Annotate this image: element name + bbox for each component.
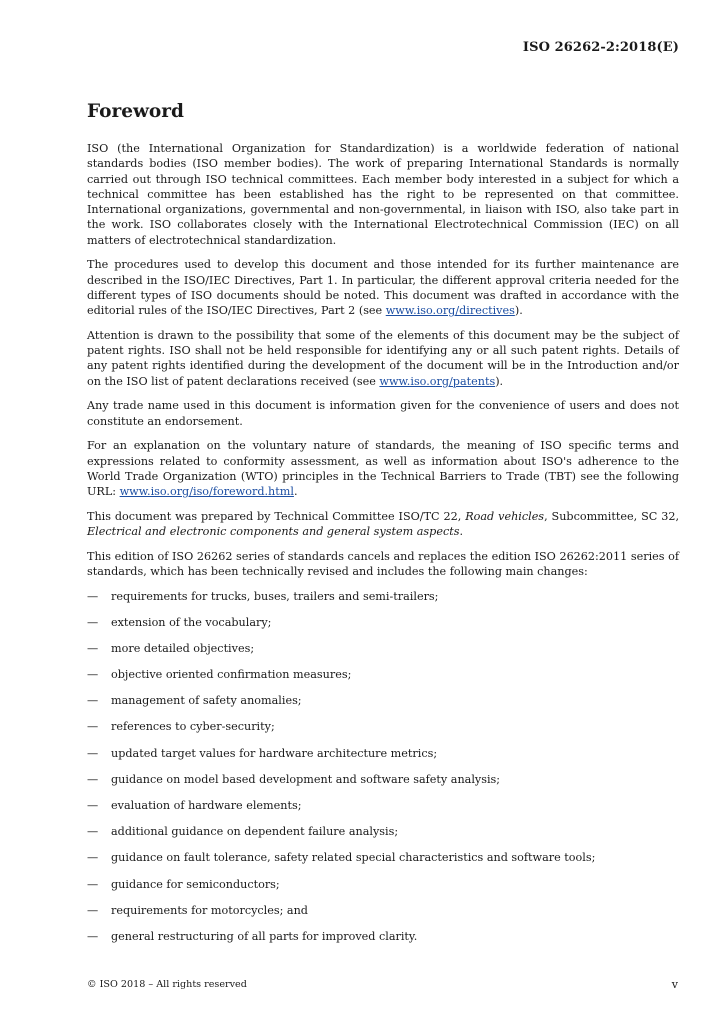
list-dash: — bbox=[87, 668, 99, 682]
list-item-text: guidance on fault tolerance, safety related special characteristics and software tools; bbox=[111, 851, 596, 865]
list-item bbox=[87, 719, 679, 734]
list-item-text: more detailed objectives; bbox=[111, 641, 255, 655]
list-dash: — bbox=[87, 589, 99, 603]
list-dash: — bbox=[87, 641, 99, 655]
list-dash: — bbox=[87, 746, 99, 760]
list-item-text: requirements for trucks, buses, trailers and semi-trailers; bbox=[111, 589, 439, 603]
page-title: Foreword bbox=[87, 101, 184, 122]
paragraph-trade-name: Any trade name used in this document is information given for the convenience of users and does not constitute an endorsement. bbox=[87, 399, 679, 428]
list-item bbox=[87, 746, 679, 761]
list-dash: — bbox=[87, 615, 99, 629]
subcommittee-name: Electrical and electronic components and general system aspects bbox=[87, 525, 460, 539]
paragraph-voluntary-end: . bbox=[293, 485, 298, 499]
paragraph-patents-end: ). bbox=[495, 374, 504, 388]
paragraph-patents-text: Attention is drawn to the possibility that some of the elements of this document may be the subject of patent rights. ISO shall not be held responsible for identifying any or all such patent rights. Details of any patent rights identified during the development of the document will be in the Introduction and/or on the ISO list of patent declarations received (see bbox=[87, 328, 679, 388]
list-item-text: general restructuring of all parts for improved clarity. bbox=[111, 929, 418, 943]
paragraph-patents bbox=[87, 328, 679, 389]
list-item bbox=[87, 641, 679, 656]
committee-road-vehicles: Road vehicles bbox=[465, 509, 545, 523]
paragraph-committee bbox=[87, 509, 679, 540]
list-dash: — bbox=[87, 877, 99, 891]
paragraph-procedures-text: The procedures used to develop this document and those intended for its further maintenance are described in the ISO/IEC Directives, Part 1. In particular, the different approval criteria needed for the different types of ISO documents should be noted. This document was drafted in accordance with the editorial rules of the ISO/IEC Directives, Part 2 (see bbox=[87, 258, 679, 318]
list-item bbox=[87, 615, 679, 630]
list-item bbox=[87, 929, 679, 944]
list-item-text: additional guidance on dependent failure analysis; bbox=[111, 825, 399, 839]
list-item-text: guidance on model based development and software safety analysis; bbox=[111, 772, 501, 786]
list-item-text: management of safety anomalies; bbox=[111, 694, 302, 708]
patents-link[interactable]: www.iso.org/patents bbox=[379, 374, 496, 388]
list-dash: — bbox=[87, 694, 99, 708]
list-item bbox=[87, 903, 679, 918]
list-dash: — bbox=[87, 799, 99, 812]
paragraph-committee-text2: , Subcommittee, SC 32, bbox=[544, 509, 679, 523]
list-item bbox=[87, 798, 679, 813]
list-dash: — bbox=[87, 903, 99, 917]
list-item-text: evaluation of hardware elements; bbox=[111, 799, 302, 812]
list-item bbox=[87, 693, 679, 708]
list-item-text: requirements for motorcycles; and bbox=[111, 903, 308, 917]
footer-copyright: © ISO 2018 – All rights reserved bbox=[87, 979, 247, 990]
directives-link[interactable]: www.iso.org/directives bbox=[385, 304, 515, 318]
foreword-body bbox=[87, 141, 679, 955]
paragraph-procedures bbox=[87, 257, 679, 318]
list-item bbox=[87, 772, 679, 787]
list-dash: — bbox=[87, 929, 99, 943]
changes-list bbox=[87, 589, 679, 945]
list-dash: — bbox=[87, 720, 99, 734]
list-item-text: extension of the vocabulary; bbox=[111, 615, 272, 629]
document-code: ISO 26262-2:2018(E) bbox=[522, 40, 679, 55]
paragraph-committee-end: . bbox=[459, 525, 464, 539]
paragraph-committee-text1: This document was prepared by Technical Committee ISO/TC 22, bbox=[87, 509, 466, 523]
paragraph-voluntary-nature bbox=[87, 438, 679, 499]
list-item bbox=[87, 824, 679, 839]
list-dash: — bbox=[87, 772, 99, 786]
list-item-text: objective oriented confirmation measures; bbox=[111, 668, 352, 682]
list-item bbox=[87, 850, 679, 865]
list-item bbox=[87, 877, 679, 892]
paragraph-voluntary-text: For an explanation on the voluntary nature of standards, the meaning of ISO specific terms and expressions related to conformity assessment, as well as information about ISO's adherence to the World Trade Organization (WTO) principles in the Technical Barriers to Trade (TBT) see the following URL: bbox=[87, 439, 679, 499]
paragraph-procedures-end: ). bbox=[514, 304, 523, 318]
list-item bbox=[87, 589, 679, 604]
list-item-text: guidance for semiconductors; bbox=[111, 877, 280, 891]
list-item-text: references to cyber-security; bbox=[111, 720, 275, 734]
paragraph-edition: This edition of ISO 26262 series of standards cancels and replaces the edition ISO 26262:2011 series of standards, which has been technically revised and includes the following main changes: bbox=[87, 549, 679, 578]
list-item bbox=[87, 667, 679, 682]
paragraph-iso-intro: ISO (the International Organization for Standardization) is a worldwide federation of national standards bodies (ISO member bodies). The work of preparing International Standards is normally carried out through ISO technical committees. Each member body interested in a subject for which a technical committee has been established has the right to be represented on that committee. International organizations, governmental and non-governmental, in liaison with ISO, also take part in the work. ISO collaborates closely with the International Electrotechnical Commission (IEC) on all matters of electrotechnical standardization. bbox=[87, 142, 679, 247]
list-item-text: updated target values for hardware architecture metrics; bbox=[111, 746, 438, 760]
list-dash: — bbox=[87, 851, 99, 865]
page-number: v bbox=[671, 978, 678, 991]
foreword-link[interactable]: www.iso.org/iso/foreword.html bbox=[119, 485, 294, 499]
list-dash: — bbox=[87, 825, 99, 839]
